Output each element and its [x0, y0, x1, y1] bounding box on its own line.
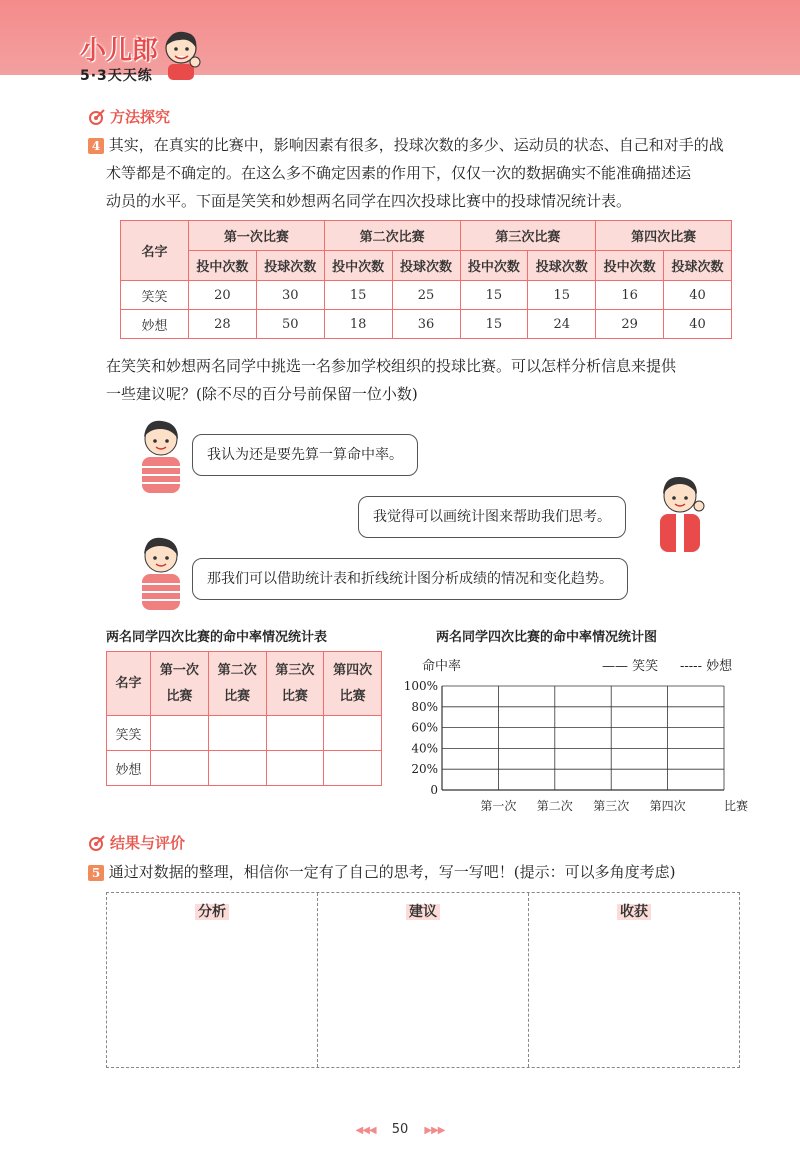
row-name: 妙想	[107, 751, 151, 786]
answer-grid	[106, 892, 740, 1068]
table-cell: 28	[189, 310, 257, 339]
legend-entry: —— 笑笑	[602, 659, 659, 674]
header-line: 比赛	[224, 688, 251, 704]
section-title: 结果与评价	[110, 834, 186, 852]
table-cell: 40	[664, 310, 732, 339]
chart-title: 两名同学四次比赛的命中率情况统计图	[436, 630, 658, 645]
game-header	[266, 652, 324, 716]
table-cell: 20	[189, 281, 257, 310]
y-tick-label: 80%	[411, 699, 438, 714]
blank-cell[interactable]	[151, 751, 209, 786]
x-tick-label: 第三次	[593, 799, 630, 813]
row-name: 笑笑	[107, 716, 151, 751]
row-name: 笑笑	[121, 281, 189, 310]
game-header	[151, 652, 209, 716]
student-avatar-icon	[132, 415, 190, 493]
logo	[80, 30, 158, 85]
q4-line: 动员的水平。下面是笑笑和妙想两名同学在四次投球比赛中的投球情况统计表。	[106, 192, 632, 210]
header-line: 比赛	[166, 688, 193, 704]
game-header: 第二次比赛	[324, 221, 460, 251]
chart-ylabel: 命中率	[422, 659, 462, 674]
table-cell: 15	[528, 281, 596, 310]
y-tick-label: 0	[430, 783, 438, 797]
mascot-icon	[160, 28, 202, 80]
table-row	[121, 310, 732, 339]
page-number: 50	[391, 1122, 409, 1137]
chart-xlabel: 比赛	[723, 799, 749, 813]
sub-header: 投球次数	[392, 251, 460, 281]
table-cell: 24	[528, 310, 596, 339]
table-row	[121, 281, 732, 310]
x-tick-label: 第一次	[480, 799, 517, 813]
header-line: 第二次	[217, 662, 257, 678]
table-row	[107, 751, 382, 786]
table-cell: 36	[392, 310, 460, 339]
sub-header: 投球次数	[664, 251, 732, 281]
table-cell: 16	[596, 281, 664, 310]
header-line: 第一次	[159, 662, 199, 678]
q4-question-line: 一些建议呢？(除不尽的百分号前保留一位小数)	[106, 385, 418, 403]
header-line: 第三次	[275, 662, 315, 678]
blank-cell[interactable]	[208, 716, 266, 751]
blank-cell[interactable]	[208, 751, 266, 786]
next-arrows-icon: ▶▶▶	[424, 1125, 445, 1136]
table-cell: 18	[324, 310, 392, 339]
header-line: 比赛	[281, 688, 308, 704]
table-cell: 50	[256, 310, 324, 339]
legend-entry: ----- 妙想	[680, 659, 733, 674]
header-line: 第四次	[333, 662, 373, 678]
sub-header: 投中次数	[324, 251, 392, 281]
q4-line: 术等都是不确定的。在这么多不确定因素的作用下，仅仅一次的数据确实不能准确描述运	[106, 164, 692, 182]
y-tick-label: 20%	[411, 762, 438, 777]
game-header	[208, 652, 266, 716]
section-title: 方法探究	[110, 108, 171, 126]
blank-cell[interactable]	[266, 751, 324, 786]
target-icon	[88, 834, 106, 852]
blank-cell[interactable]	[151, 716, 209, 751]
logo-subtitle: 5·3天天练	[80, 68, 153, 84]
question-number: 5	[88, 865, 104, 881]
header-line: 比赛	[339, 688, 366, 704]
x-tick-label: 第四次	[649, 799, 686, 813]
row-name: 妙想	[121, 310, 189, 339]
game-header	[324, 652, 382, 716]
answer-column[interactable]	[318, 893, 529, 1067]
q4-intro	[88, 131, 748, 215]
x-tick-label: 第二次	[536, 799, 573, 813]
sub-header: 投球次数	[528, 251, 596, 281]
column-label: 分析	[195, 904, 229, 920]
game-header: 第三次比赛	[460, 221, 596, 251]
blank-cell[interactable]	[324, 716, 382, 751]
table-cell: 30	[256, 281, 324, 310]
name-header: 名字	[107, 652, 151, 716]
y-tick-label: 60%	[411, 720, 438, 735]
q5-prompt	[88, 858, 758, 886]
name-header: 名字	[121, 221, 189, 281]
section-result	[88, 832, 185, 853]
table-cell: 15	[324, 281, 392, 310]
shot-stats-table	[120, 220, 732, 339]
q5-text: 通过对数据的整理，相信你一定有了自己的思考，写一写吧！(提示：可以多角度考虑)	[108, 863, 676, 881]
sub-header: 投中次数	[460, 251, 528, 281]
page-footer	[0, 1122, 800, 1137]
table-cell: 29	[596, 310, 664, 339]
rate-table-title: 两名同学四次比赛的命中率情况统计表	[106, 630, 328, 645]
sub-header: 投中次数	[596, 251, 664, 281]
prev-arrows-icon: ◀◀◀	[355, 1125, 376, 1136]
game-header: 第四次比赛	[596, 221, 732, 251]
q4-question	[106, 352, 756, 408]
student-avatar-icon	[652, 472, 710, 552]
rate-table	[106, 651, 382, 786]
speech-bubble: 我认为还是要先算一算命中率。	[192, 434, 418, 476]
answer-column[interactable]	[107, 893, 318, 1067]
table-cell: 40	[664, 281, 732, 310]
column-label: 收获	[617, 904, 651, 920]
y-tick-label: 40%	[411, 741, 438, 756]
y-tick-label: 100%	[403, 679, 438, 693]
speech-bubble: 我觉得可以画统计图来帮助我们思考。	[358, 496, 626, 538]
student-avatar-icon	[132, 532, 190, 610]
question-number: 4	[88, 138, 104, 154]
speech-bubble: 那我们可以借助统计表和折线统计图分析成绩的情况和变化趋势。	[192, 558, 628, 600]
logo-title: 小儿郎	[80, 36, 159, 66]
section-method	[88, 106, 170, 127]
table-cell: 25	[392, 281, 460, 310]
blank-cell[interactable]	[266, 716, 324, 751]
sub-header: 投球次数	[256, 251, 324, 281]
column-label: 建议	[406, 904, 440, 920]
blank-cell[interactable]	[324, 751, 382, 786]
sub-header: 投中次数	[189, 251, 257, 281]
line-chart	[400, 650, 760, 820]
table-cell: 15	[460, 281, 528, 310]
answer-column[interactable]	[529, 893, 739, 1067]
table-row	[107, 716, 382, 751]
q4-question-line: 在笑笑和妙想两名同学中挑选一名参加学校组织的投球比赛。可以怎样分析信息来提供	[106, 357, 677, 375]
target-icon	[88, 108, 106, 126]
table-cell: 15	[460, 310, 528, 339]
game-header: 第一次比赛	[189, 221, 325, 251]
q4-line: 其实，在真实的比赛中，影响因素有很多，投球次数的多少、运动员的状态、自己和对手的战	[108, 136, 724, 154]
